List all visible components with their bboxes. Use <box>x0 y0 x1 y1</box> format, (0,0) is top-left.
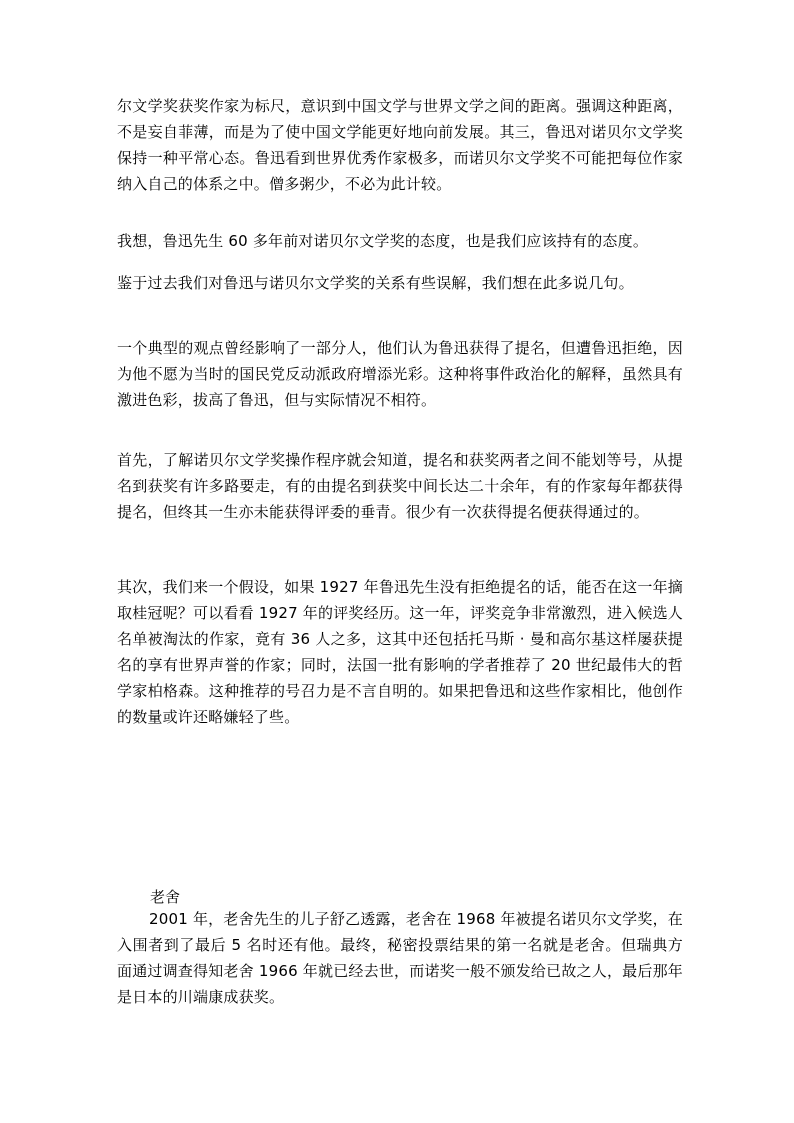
paragraph-misunderstanding: 鉴于过去我们对鲁迅与诺贝尔文学奖的关系有些误解，我们想在此多说几句。 <box>117 274 634 292</box>
paragraph-second-point: 其次，我们来一个假设，如果 1927 年鲁迅先生没有拒绝提名的话，能否在这一年摘取桂冠呢？可以看看 1927 年的评奖经历。这一年，评奖竞争非常激烈，进入候选人名单被淘汰的作家，竟有 36 人之多，这其中还包括托马斯 · 曼和高尔基这样屡获提名的享有世界声誉的作家；同时，法国一批有影响的学者推荐了 20 世纪最伟大的哲学家柏格森。这种推荐的号召力是不言自明的。如果把鲁迅和这些作家相比，他创作的数量或许还略嫌轻了些。 <box>117 578 683 726</box>
paragraph-typical-view: 一个典型的观点曾经影响了一部分人，他们认为鲁迅获得了提名，但遭鲁迅拒绝，因为他不愿为当时的国民党反动派政府增添光彩。这种将事件政治化的解释，虽然具有激进色彩，拔高了鲁迅，但与实际情况不相符。 <box>117 339 683 409</box>
paragraph-nobel-attitude-three: 尔文学奖获奖作家为标尺，意识到中国文学与世界文学之间的距离。强调这种距离，不是妄自菲薄，而是为了使中国文学能更好地向前发展。其三，鲁迅对诺贝尔文学奖保持一种平常心态。鲁迅看到世界优秀作家极多，而诺贝尔文学奖不可能把每位作家纳入自己的体系之中。僧多粥少，不必为此计较。 <box>117 97 683 193</box>
paragraph-laoshe: 2001 年，老舍先生的儿子舒乙透露，老舍在 1968 年被提名诺贝尔文学奖，在入围者到了最后 5 名时还有他。最终，秘密投票结果的第一名就是老舍。但瑞典方面通过调查得知老舍 1966 年就已经去世，而诺奖一般不颁发给已故之人，最后那年是日本的川端康成获奖。 <box>117 910 683 1006</box>
section-heading-laoshe: 老舍 <box>150 888 181 906</box>
paragraph-first-point: 首先，了解诺贝尔文学奖操作程序就会知道，提名和获奖两者之间不能划等号，从提名到获奖有许多路要走，有的由提名到获奖中间长达二十余年，有的作家每年都获得提名，但终其一生亦未能获得评委的垂青。很少有一次获得提名便获得通过的。 <box>117 451 683 521</box>
paragraph-our-attitude: 我想，鲁迅先生 60 多年前对诺贝尔文学奖的态度，也是我们应该持有的态度。 <box>117 232 649 250</box>
